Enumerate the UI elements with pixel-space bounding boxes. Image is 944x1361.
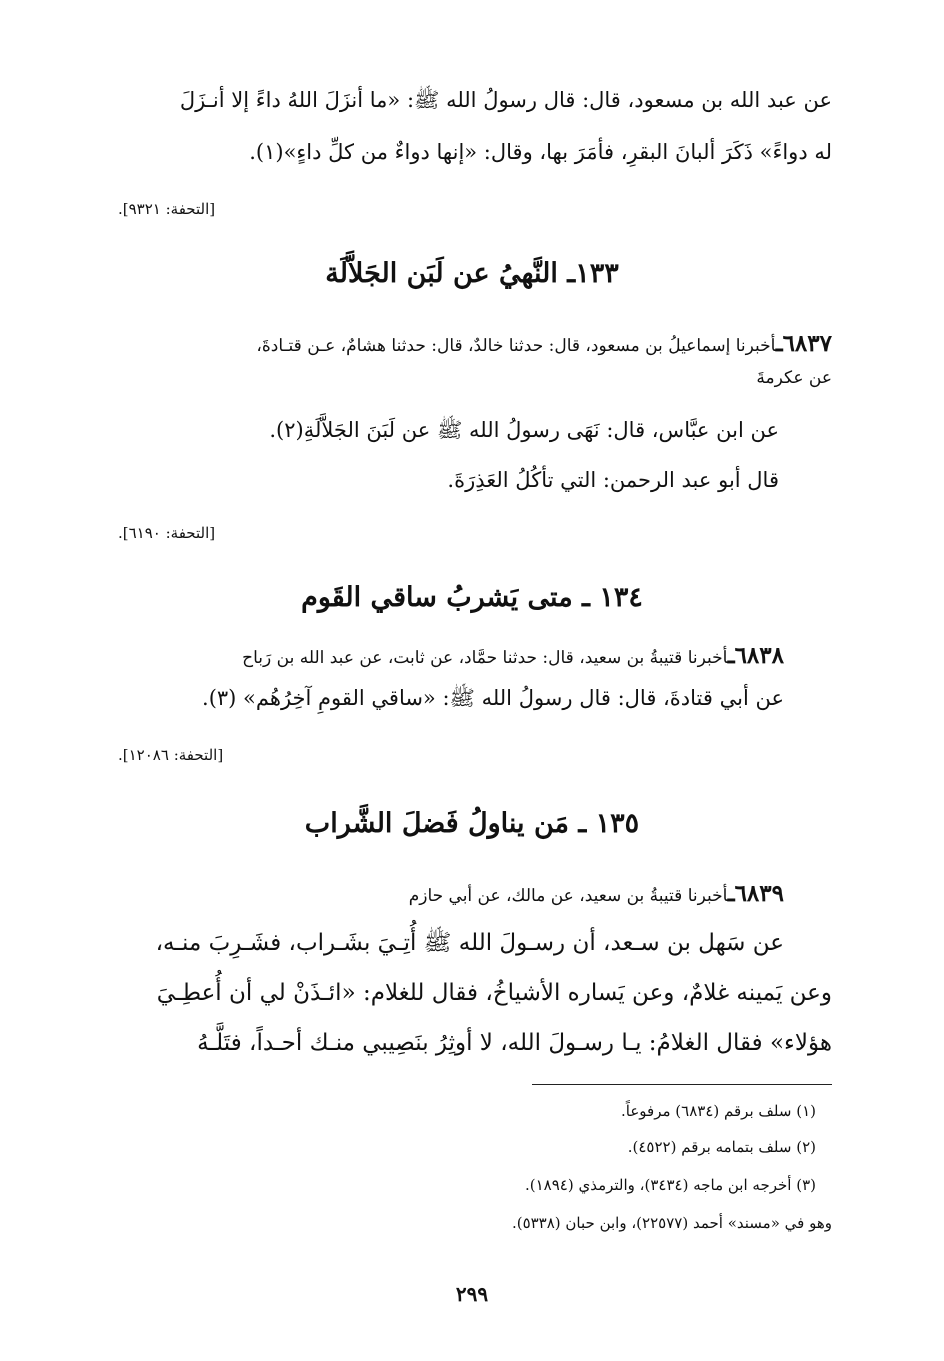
footnote-3: (٣) أخرجه ابن ماجه (٣٤٣٤)، والترمذي (١٨٩٤). — [524, 1176, 816, 1194]
footnote-separator — [532, 1084, 832, 1085]
hadith-number: ٦٨٣٨ـ — [727, 642, 784, 669]
isnad-text: أخبرنا قتيبةُ بن سعيد، عن مالك، عن أبي حازم — [408, 886, 728, 906]
hadith-6839-matn-line-3: هؤلاء» فقال الغلامُ: يـا رسـولَ الله، لا أوثِرُ بنَصِيبي منـك أحـداً، فتَلَّـهُ — [197, 1030, 832, 1056]
hadith-6837-matn: عن ابن عبَّاس، قال: نَهَى رسولُ الله ﷺ عن لَبَنَ الجَلاَّلَةِ(٢). — [269, 418, 779, 442]
isnad-text: أخبرنا إسماعيلُ بن مسعود، قال: حدثنا خالدٌ، قال: حدثنا هشامٌ، عـن قتـادةَ، — [256, 336, 776, 356]
hadith-number: ٦٨٣٧ـ — [775, 330, 832, 357]
intro-line-1: عن عبد الله بن مسعود، قال: قال رسولُ الله ﷺ: «ما أنزَلَ اللهُ داءً إلا أنـزَلَ — [179, 88, 832, 112]
hadith-6839-matn-line-2: وعن يَمينه غلامٌ، وعن يَساره الأشياخُ، فقال للغلام: «ائـذَنْ لي أن أُعطِـيَ — [156, 980, 832, 1006]
chapter-heading-134: ١٣٤ ـ متى يَشربُ ساقي القَوم — [301, 582, 643, 613]
hadith-6837-isnad-line-1 — [256, 330, 832, 358]
hadith-6837-isnad-line-2: عن عكرمةَ — [756, 368, 832, 388]
footnote-1: (١) سلف برقم (٦٨٣٤) مرفوعاً. — [621, 1102, 816, 1120]
chapter-heading-135: ١٣٥ ـ مَن يناولُ فَضلَ الشَّراب — [304, 808, 640, 839]
hadith-6839-matn-line-1: عن سَهل بن سـعد، أن رسـولَ الله ﷺ أُتِـيَ بشَـراب، فشَـرِبَ منـه، — [155, 930, 784, 956]
tuhfa-reference: [التحفة: ١٢٠٨٦]. — [118, 746, 224, 764]
tuhfa-reference: [التحفة: ٦١٩٠]. — [118, 524, 216, 542]
footnote-3-continuation: وهو في «مسند» أحمد (٢٢٥٧٧)، وابن حبان (٥٣٣٨). — [511, 1214, 832, 1232]
chapter-heading-133: ١٣٣ـ النَّهيُ عن لَبَن الجَلاَّلَة — [325, 258, 619, 289]
hadith-6838-matn: عن أبي قتادةَ، قال: قال رسولُ الله ﷺ: «ساقي القومِ آخِرُهُم» (٣). — [202, 686, 784, 710]
author-note: قال أبو عبد الرحمن: التي تأكُلُ العَذِرَةَ. — [447, 468, 779, 492]
isnad-text: أخبرنا قتيبةُ بن سعيد، قال: حدثنا حمَّاد، عن ثابت، عن عبد الله بن رَباح — [242, 648, 728, 668]
hadith-6839-isnad — [409, 880, 784, 908]
page-number: ٢٩٩ — [455, 1282, 489, 1306]
intro-line-2: له دواءً» ذَكَرَ ألبانَ البقرِ، فأمَرَ بها، وقال: «إنها دواءٌ من كلِّ داءٍ»(١). — [249, 140, 832, 164]
hadith-number: ٦٨٣٩ـ — [727, 880, 784, 907]
hadith-6838-isnad — [242, 642, 784, 670]
tuhfa-reference: [التحفة: ٩٣٢١]. — [118, 200, 216, 218]
footnote-2: (٢) سلف بتمامه برقم (٤٥٢٢). — [627, 1138, 816, 1156]
